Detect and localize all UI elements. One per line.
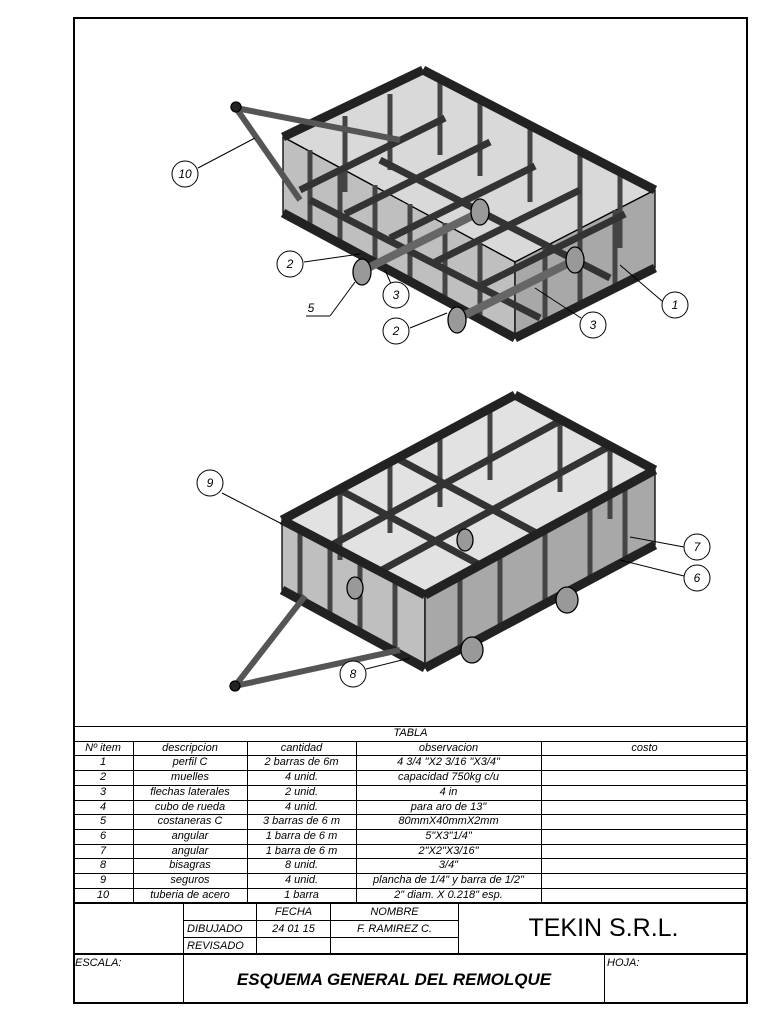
table-cell: 1 barra de 6 m <box>265 830 338 842</box>
table-cell: 4 <box>99 801 107 813</box>
table-cell: 6 <box>99 830 107 842</box>
table-cell: capacidad 750kg c/u <box>398 771 499 783</box>
table-header: descripcion <box>162 742 218 754</box>
svg-text:10: 10 <box>178 167 192 181</box>
table-cell <box>541 873 748 888</box>
drawing-title: ESQUEMA GENERAL DEL REMOLQUE <box>236 970 552 989</box>
table-cell: 3 <box>99 786 107 798</box>
nombre-label: NOMBRE <box>370 906 419 918</box>
table-cell: 3 barras de 6 m <box>262 815 341 827</box>
callout-10 <box>172 161 198 187</box>
table-cell <box>541 888 748 903</box>
table-cell: 3/4" <box>438 859 459 871</box>
svg-text:3: 3 <box>392 288 400 302</box>
table-cell: tuberia de acero <box>150 889 230 901</box>
table-cell: angular <box>171 830 209 842</box>
table-cell: 7 <box>99 845 107 857</box>
dibujado-fecha: 24 01 15 <box>272 923 315 935</box>
table-cell: 4 unid. <box>284 874 319 886</box>
table-cell <box>541 858 748 873</box>
table-cell: 5"X3"1/4" <box>425 830 472 842</box>
dibujado-nombre: F. RAMIREZ C. <box>357 923 432 935</box>
table-cell: 1 barra <box>284 889 319 901</box>
table-cell: plancha de 1/4" y barra de 1/2" <box>373 874 524 886</box>
table-cell: 8 <box>99 859 107 871</box>
fecha-label: FECHA <box>274 906 313 918</box>
callout-2b <box>383 318 409 344</box>
svg-text:2: 2 <box>392 324 400 338</box>
table-cell <box>541 770 748 785</box>
table-title: TABLA <box>393 727 428 739</box>
callout-7 <box>684 534 710 560</box>
table-cell: 5 <box>99 815 107 827</box>
table-cell: 4 unid. <box>284 771 319 783</box>
table-cell <box>541 844 748 859</box>
table-cell: 2" diam. X 0.218" esp. <box>394 889 503 901</box>
table-cell: flechas laterales <box>150 786 230 798</box>
table-cell: seguros <box>170 874 210 886</box>
table-cell: 8 unid. <box>284 859 319 871</box>
svg-text:8: 8 <box>349 667 357 681</box>
table-cell: cubo de rueda <box>154 801 226 813</box>
table-cell <box>541 800 748 815</box>
table-cell: para aro de 13" <box>410 801 487 813</box>
table-cell: angular <box>171 845 209 857</box>
svg-text:5: 5 <box>307 301 315 315</box>
table-cell: 2 <box>99 771 107 783</box>
table-cell: 2 unid. <box>284 786 319 798</box>
company-name: TEKIN S.R.L. <box>528 914 679 942</box>
trailer-underside-view <box>231 70 655 338</box>
callout-9 <box>197 470 223 496</box>
table-cell: 9 <box>99 874 107 886</box>
table-cell <box>541 829 748 844</box>
callout-3a <box>383 282 409 308</box>
table-cell: bisagras <box>169 859 211 871</box>
svg-text:3: 3 <box>589 318 597 332</box>
table-header: costo <box>631 742 658 754</box>
table-cell: costaneras C <box>157 815 223 827</box>
table-cell: 2 barras de 6m <box>264 756 339 768</box>
table-cell <box>541 814 748 829</box>
table-header: Nº item <box>85 742 121 754</box>
callout-1 <box>662 292 688 318</box>
revisado-label: REVISADO <box>187 940 244 952</box>
table-cell: perfil C <box>172 756 208 768</box>
callout-2a <box>277 251 303 277</box>
hoja-label: HOJA: <box>607 957 640 969</box>
table-cell <box>541 755 748 770</box>
callout-8 <box>340 661 366 687</box>
escala-label: ESCALA: <box>75 957 122 969</box>
svg-text:6: 6 <box>693 571 701 585</box>
table-cell: muelles <box>171 771 209 783</box>
svg-text:1: 1 <box>671 298 679 312</box>
table-cell: 2"X2"X3/16" <box>418 845 479 857</box>
table-cell <box>541 785 748 800</box>
table-cell: 1 barra de 6 m <box>265 845 338 857</box>
table-cell: 80mmX40mmX2mm <box>398 815 499 827</box>
callout-3b <box>580 312 606 338</box>
table-header: cantidad <box>280 742 323 754</box>
table-cell: 4 in <box>439 786 458 798</box>
svg-text:2: 2 <box>286 257 294 271</box>
dibujado-label: DIBUJADO <box>187 923 243 935</box>
table-cell: 1 <box>99 756 107 768</box>
callout-6 <box>684 565 710 591</box>
table-cell: 4 unid. <box>284 801 319 813</box>
trailer-upright-view <box>230 395 655 691</box>
svg-text:9: 9 <box>206 476 214 490</box>
callout-5 <box>308 301 315 315</box>
svg-text:7: 7 <box>693 540 701 554</box>
table-header: observacion <box>418 742 479 754</box>
table-cell: 10 <box>96 889 110 901</box>
table-cell: 4 3/4 "X2 3/16 "X3/4" <box>397 756 500 768</box>
